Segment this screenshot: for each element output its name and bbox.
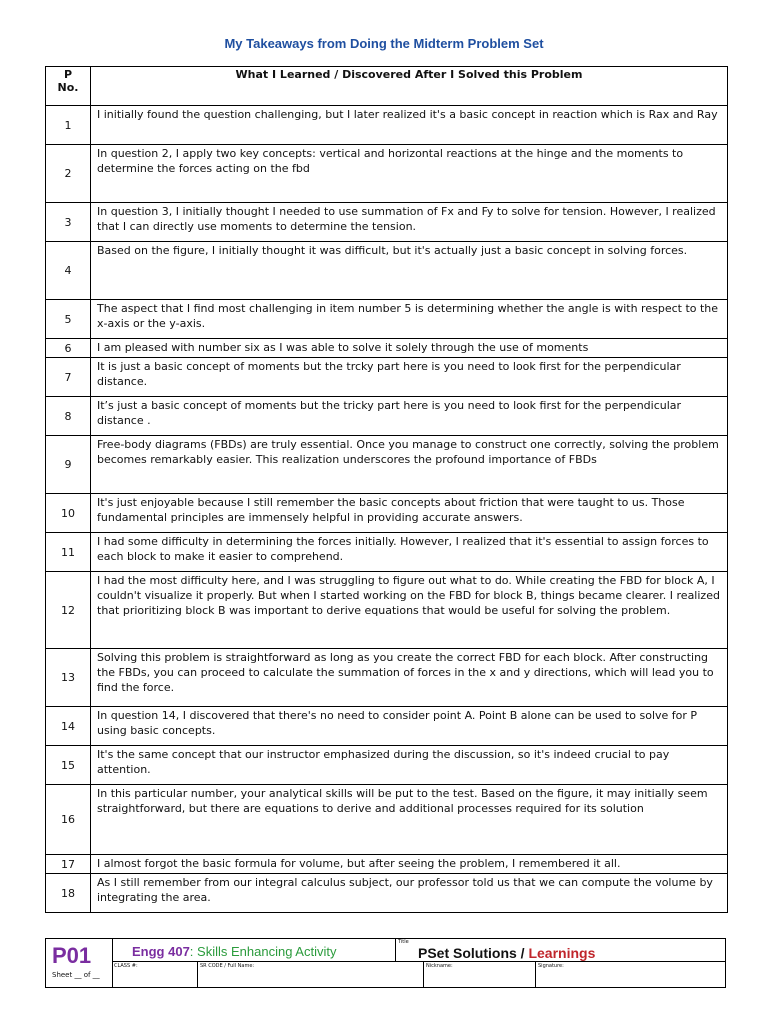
- table-header-row: [46, 67, 728, 106]
- learning-text: Free-body diagrams (FBDs) are truly essential. Once you manage to construct one correctly, solving the problem becomes remarkably easier. This realization underscores the profound importance of FBDs: [91, 436, 728, 494]
- learning-text: I had the most difficulty here, and I was struggling to figure out what to do. While creating the FBD for block A, I couldn't visualize it properly. But when I started working on the FBD for block B, things became clearer. I realized that prioritizing block B was important to derive equations that would be useful for solving the problem.: [91, 572, 728, 649]
- problem-number: 4: [46, 242, 91, 300]
- table-row: [46, 746, 728, 785]
- learned-header: What I Learned / Discovered After I Solved this Problem: [91, 67, 728, 106]
- footer-sheet: Sheet __ of __: [52, 971, 100, 979]
- problem-number-header: [46, 67, 91, 106]
- problem-header-line-1: P: [63, 68, 73, 81]
- title-label: Title: [398, 939, 409, 945]
- nickname-field: Nickname:: [424, 962, 536, 988]
- learning-text: I had some difficulty in determining the forces initially. However, I realized that it's essential to assign forces to each block to make it easier to comprehend.: [91, 533, 728, 572]
- table-row: [46, 358, 728, 397]
- problem-number: 18: [46, 874, 91, 913]
- footer-code-box: [46, 939, 113, 987]
- learning-text: It’s just a basic concept of moments but the tricky part here is you need to look first for the perpendicular distance .: [91, 397, 728, 436]
- course-code: Engg 407: [132, 944, 190, 959]
- course-sep: :: [189, 944, 198, 959]
- problem-number: 14: [46, 707, 91, 746]
- footer-title: [418, 945, 595, 961]
- table-row: [46, 874, 728, 913]
- learning-text: It's the same concept that our instructor emphasized during the discussion, so it's indeed crucial to pay attention.: [91, 746, 728, 785]
- problem-number: 17: [46, 855, 91, 874]
- problem-number: 8: [46, 397, 91, 436]
- footer-title-block: [45, 938, 726, 988]
- problem-number: 2: [46, 145, 91, 203]
- learning-text: It's just enjoyable because I still remember the basic concepts about friction that were taught to us. Those fundamental principles are immensely helpful in providing accurate answers.: [91, 494, 728, 533]
- table-row: [46, 855, 728, 874]
- learning-text: It is just a basic concept of moments but the trcky part here is you need to look first for the perpendicular distance.: [91, 358, 728, 397]
- problem-number: 1: [46, 106, 91, 145]
- course-name: Skills Enhancing Activity: [197, 944, 337, 959]
- problem-number: 11: [46, 533, 91, 572]
- table-row: [46, 397, 728, 436]
- page-title: My Takeaways from Doing the Midterm Problem Set: [224, 36, 544, 51]
- footer-fields-row: [112, 961, 725, 988]
- problem-number: 15: [46, 746, 91, 785]
- table-row: [46, 785, 728, 855]
- problem-number: 6: [46, 339, 91, 358]
- learning-text: As I still remember from our integral calculus subject, our professor told us that we can compute the volume by integrating the area.: [91, 874, 728, 913]
- problem-number: 10: [46, 494, 91, 533]
- table-row: [46, 572, 728, 649]
- sr-code-field: SR CODE / Full Name:: [198, 962, 424, 988]
- table-row: [46, 203, 728, 242]
- learning-text: Based on the figure, I initially thought it was difficult, but it's actually just a basic concept in solving forces.: [91, 242, 728, 300]
- learning-text: In question 14, I discovered that there's no need to consider point A. Point B alone can be used to solve for P using basic concepts.: [91, 707, 728, 746]
- problem-number: 5: [46, 300, 91, 339]
- table-row: [46, 649, 728, 707]
- learning-text: I am pleased with number six as I was able to solve it solely through the use of moments: [91, 339, 728, 358]
- learning-text: I initially found the question challenging, but I later realized it's a basic concept in reaction which is Rax and Ray: [91, 106, 728, 145]
- table-row: [46, 707, 728, 746]
- footer-course: [132, 944, 336, 959]
- problem-number: 9: [46, 436, 91, 494]
- problem-header-line-2: No.: [57, 81, 79, 94]
- table-row: [46, 242, 728, 300]
- learning-text: Solving this problem is straightforward as long as you create the correct FBD for each block. After constructing the FBDs, you can proceed to calculate the summation of forces in the x and y directions, which will lead you to find the force.: [91, 649, 728, 707]
- footer-divider: [395, 939, 396, 961]
- table-row: [46, 494, 728, 533]
- table-row: [46, 106, 728, 145]
- learning-text: The aspect that I find most challenging in item number 5 is determining whether the angle is with respect to the x-axis or the y-axis.: [91, 300, 728, 339]
- learning-text: I almost forgot the basic formula for volume, but after seeing the problem, I remembered it all.: [91, 855, 728, 874]
- table-row: [46, 339, 728, 358]
- signature-field: Signature:: [538, 963, 564, 969]
- title-main: PSet Solutions /: [418, 945, 529, 961]
- learning-text: In question 2, I apply two key concepts: vertical and horizontal reactions at the hinge and the moments to determine the forces acting on the fbd: [91, 145, 728, 203]
- problem-number: 16: [46, 785, 91, 855]
- problem-number: 3: [46, 203, 91, 242]
- learning-text: In question 3, I initially thought I needed to use summation of Fx and Fy to solve for tension. However, I realized that I can directly use moments to determine the tension.: [91, 203, 728, 242]
- problem-number: 12: [46, 572, 91, 649]
- problem-number: 7: [46, 358, 91, 397]
- table-body: [46, 106, 728, 913]
- takeaways-table: [45, 66, 728, 913]
- problem-number: 13: [46, 649, 91, 707]
- footer-code: P01: [52, 943, 92, 968]
- table-row: [46, 436, 728, 494]
- table-row: [46, 300, 728, 339]
- title-accent: Learnings: [528, 945, 596, 961]
- table-row: [46, 145, 728, 203]
- table-row: [46, 533, 728, 572]
- learning-text: In this particular number, your analytical skills will be put to the test. Based on the figure, it may initially seem straightforward, but there are equations to derive and additional processes required for its solution: [91, 785, 728, 855]
- class-field: CLASS #:: [112, 962, 198, 988]
